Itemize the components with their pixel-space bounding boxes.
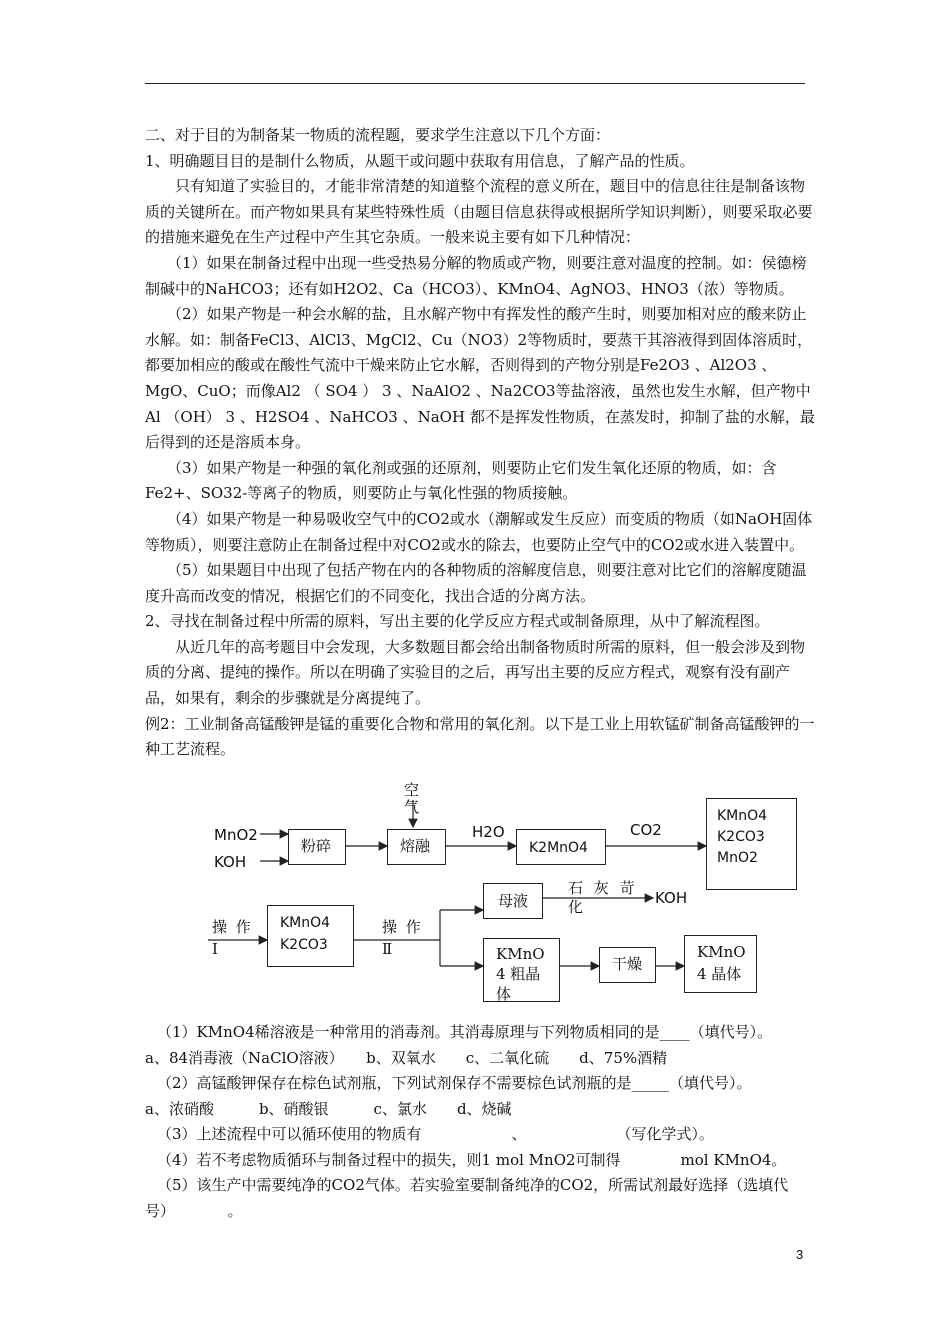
k2mno4-box: K2MnO4 xyxy=(516,829,606,865)
product-mix-box: KMnO4 K2CO3 MnO2 xyxy=(706,798,797,890)
paragraph: 只有知道了实验目的，才能非常清楚的知道整个流程的意义所在，题目中的信息往往是制备该物质的关键所在。而产物如果具有某些特殊性质（由题目信息获得或根据所学知识判断），则要采取必要的措施来避免在生产过程中产生其它杂质。一般来说主要有如下几种情况： xyxy=(145,177,813,247)
mother-liquor-box: 母液 xyxy=(483,883,543,919)
dry-box: 干燥 xyxy=(599,947,656,983)
item-1: （1）如果在制备过程中出现一些受热易分解的物质或产物，则要注意对温度的控制。如：侯德榜制碱中的NaHCO3；还有如H2O2、Ca（HCO3）、KMnO4、AgNO3、HNO3（浓）等物质。 xyxy=(145,253,807,298)
question-1: （1）KMnO4稀溶液是一种常用的消毒剂。其消毒原理与下列物质相同的是____（填代号）。 xyxy=(157,1023,773,1041)
melt-box: 熔融 xyxy=(387,829,446,865)
item-4: （4）如果产物是一种易吸收空气中的CO2或水（潮解或发生反应）而变质的物质（如NaOH固体等物质），则要注意防止在制备过程中对CO2或水的除去，也要防止空气中的CO2或水进入装置中。 xyxy=(145,509,813,554)
koh-output: KOH xyxy=(655,889,688,907)
co2-label: CO2 xyxy=(630,821,662,839)
kmno4-k2co3-box: KMnO4 K2CO3 xyxy=(267,905,354,967)
item-3: （3）如果产物是一种强的氧化剂或强的还原剂，则要防止它们发生氧化还原的物质，如：含Fe2+、SO32-等离子的物质，则要防止与氧化性强的物质接触。 xyxy=(145,458,777,503)
crush-box: 粉碎 xyxy=(288,829,346,865)
example-2: 例2：工业制备高锰酸钾是锰的重要化合物和常用的氧化剂。以下是工业上用软锰矿制备高锰酸钾的一种工艺流程。 xyxy=(145,714,815,759)
point-2: 2、寻找在制备过程中所需的原料，写出主要的化学反应方程式或制备原理，从中了解流程图。 xyxy=(145,612,770,631)
point-1: 1、明确题目目的是制什么物质，从题干或问题中获取有用信息，了解产品的性质。 xyxy=(145,151,695,170)
question-3: （3）上述流程中可以循环使用的物质有 、 （写化学式）。 xyxy=(157,1125,715,1143)
h2o-label: H2O xyxy=(472,823,505,841)
questions xyxy=(145,1020,825,1224)
crude-crystal-box: KMnO 4 粗晶体 xyxy=(483,938,560,1002)
input-mno2: MnO2 xyxy=(214,826,258,844)
question-4: （4）若不考虑物质循环与制备过程中的损失，则1 mol MnO2可制得 mol KMnO4。 xyxy=(157,1150,787,1169)
question-1-options: a、84消毒液（NaClO溶液） b、双氧水 c、二氧化硫 d、75%酒精 xyxy=(145,1048,668,1067)
question-5: （5）该生产中需要纯净的CO2气体。若实验室要制备纯净的CO2，所需试剂最好选择（选填代号） 。 xyxy=(145,1176,789,1220)
question-2-options: a、浓硝酸 b、硝酸银 c、氯水 d、烧碱 xyxy=(145,1099,512,1118)
item-2: （2）如果产物是一种会水解的盐，且水解产物中有挥发性的酸产生时，则要加相对应的酸来防止水解。如：制备FeCl3、AlCl3、MgCl2、Cu（NO3）2等物质时，要蒸干其溶液得到固体溶质时，都要加相应的酸或在酸性气流中干燥来防止它水解，否则得到的产物分别是Fe2O3 、Al2O3 、MgO、CuO；而像Al2 （ SO4 ） 3 、NaAlO2 、Na2CO3等盐溶液，虽然也发生水解，但产物中Al （OH） 3 、H2SO4 、NaHCO3 、NaOH 都不是挥发性物质，在蒸发时，抑制了盐的水解，最后得到的还是溶质本身。 xyxy=(145,305,815,452)
item-5: （5）如果题目中出现了包括产物在内的各种物质的溶解度信息，则要注意对比它们的溶解度随温度升高而改变的情况，根据它们的不同变化，找出合适的分离方法。 xyxy=(145,561,807,605)
op1-label: 操 作 Ⅰ xyxy=(212,918,253,958)
air-label: 空气 xyxy=(404,781,420,816)
lime-causticize-label: 石 灰 苛 化 xyxy=(568,879,638,916)
question-2: （2）高锰酸钾保存在棕色试剂瓶，下列试剂保存不需要棕色试剂瓶的是_____（填代号）。 xyxy=(157,1074,752,1092)
input-koh: KOH xyxy=(214,853,247,871)
op2-label: 操 作 Ⅱ xyxy=(382,918,423,958)
section-heading: 二、对于目的为制备某一物质的流程题，要求学生注意以下几个方面： xyxy=(145,126,611,144)
page-number: 3 xyxy=(796,1247,804,1262)
crystal-box: KMnO 4 晶体 xyxy=(684,935,757,993)
paragraph: 从近几年的高考题目中会发现，大多数题目都会给出制备物质时所需的原料，但一般会涉及到物质的分离、提纯的操作。所以在明确了实验目的之后，再写出主要的反应方程式，观察有没有副产品，如果有，剩余的步骤就是分离提纯了。 xyxy=(145,637,806,708)
